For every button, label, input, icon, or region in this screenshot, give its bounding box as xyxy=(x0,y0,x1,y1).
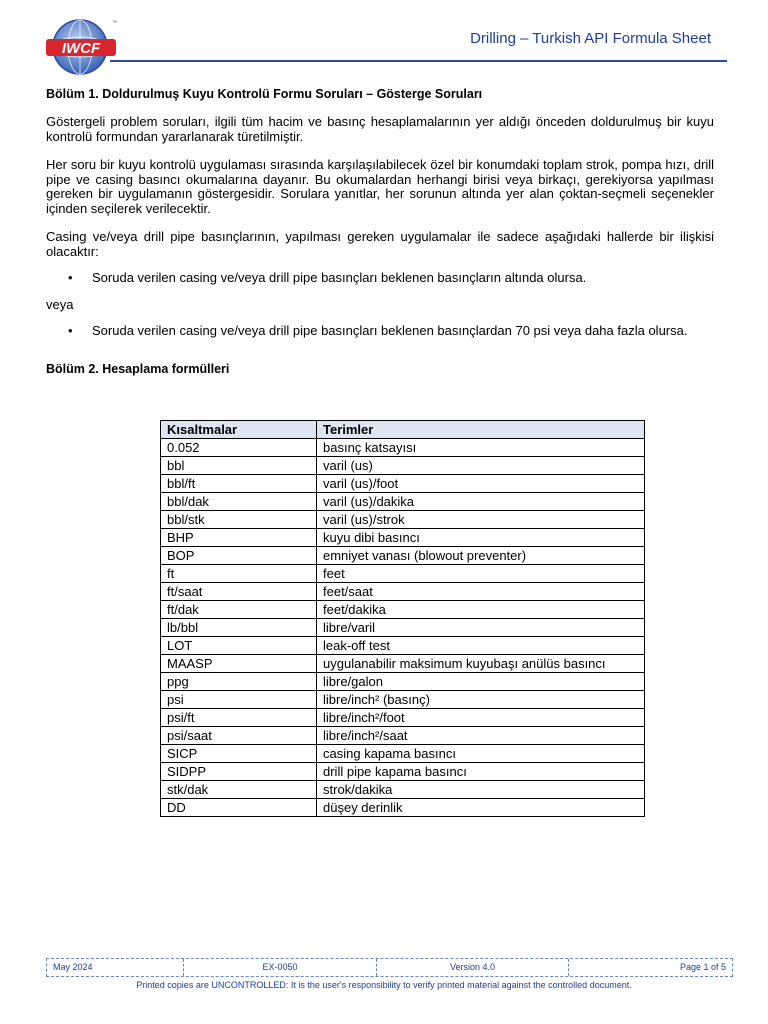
term-cell: libre/inch²/saat xyxy=(317,727,645,745)
table-row xyxy=(161,511,645,529)
abbreviation-cell: bbl/ft xyxy=(161,475,317,493)
abbreviation-cell: BOP xyxy=(161,547,317,565)
abbreviation-cell: SICP xyxy=(161,745,317,763)
section1-heading: Bölüm 1. Doldurulmuş Kuyu Kontrolü Formu Soruları – Gösterge Soruları xyxy=(46,87,483,101)
footer-date: May 2024 xyxy=(47,959,184,976)
abbreviation-cell: MAASP xyxy=(161,655,317,673)
table-row xyxy=(161,529,645,547)
abbreviation-cell: SIDPP xyxy=(161,763,317,781)
table-row xyxy=(161,781,645,799)
term-cell: feet/dakika xyxy=(317,601,645,619)
term-cell: düşey derinlik xyxy=(317,799,645,817)
iwcf-logo xyxy=(44,16,118,78)
abbreviation-cell: lb/bbl xyxy=(161,619,317,637)
term-cell: basınç katsayısı xyxy=(317,439,645,457)
table-row xyxy=(161,673,645,691)
abbreviation-cell: psi/ft xyxy=(161,709,317,727)
abbreviation-cell: bbl/stk xyxy=(161,511,317,529)
term-cell: uygulanabilir maksimum kuyubaşı anülüs basıncı xyxy=(317,655,645,673)
term-cell: varil (us) xyxy=(317,457,645,475)
abbreviation-cell: BHP xyxy=(161,529,317,547)
bullet-item-1: • Soruda verilen casing ve/veya drill pipe basınçları beklenen basınçların altında olursa. xyxy=(46,271,714,285)
abbreviation-cell: ft/saat xyxy=(161,583,317,601)
table-row xyxy=(161,745,645,763)
main-content xyxy=(46,87,714,376)
term-cell: emniyet vanası (blowout preventer) xyxy=(317,547,645,565)
term-cell: varil (us)/strok xyxy=(317,511,645,529)
table-header-row xyxy=(161,421,645,439)
table-row xyxy=(161,655,645,673)
abbreviation-cell: LOT xyxy=(161,637,317,655)
footer-page-number: Page 1 of 5 xyxy=(679,962,726,972)
abbreviation-cell: psi xyxy=(161,691,317,709)
svg-text:™: ™ xyxy=(112,20,117,26)
footer-document-id: EX-0050 xyxy=(184,959,377,976)
document-title: Drilling – Turkish API Formula Sheet xyxy=(470,30,711,47)
term-cell: feet/saat xyxy=(317,583,645,601)
abbreviation-cell: 0.052 xyxy=(161,439,317,457)
page-footer xyxy=(46,958,733,977)
abbreviation-cell: DD xyxy=(161,799,317,817)
table-row xyxy=(161,439,645,457)
footer-disclaimer: Printed copies are UNCONTROLLED: It is the user's responsibility to verify printed material against the controlled document. xyxy=(136,980,632,990)
term-cell: strok/dakika xyxy=(317,781,645,799)
section2-heading: Bölüm 2. Hesaplama formülleri xyxy=(46,362,230,376)
abbreviation-cell: stk/dak xyxy=(161,781,317,799)
abbreviations-table xyxy=(160,420,645,817)
term-cell: drill pipe kapama basıncı xyxy=(317,763,645,781)
bullet-item-2: • Soruda verilen casing ve/veya drill pipe basınçları beklenen basınçlardan 70 psi veya daha fazla olursa. xyxy=(46,324,714,338)
term-cell: varil (us)/foot xyxy=(317,475,645,493)
term-cell: libre/galon xyxy=(317,673,645,691)
term-cell: leak-off test xyxy=(317,637,645,655)
table-row xyxy=(161,457,645,475)
section1-paragraph-1: Göstergeli problem soruları, ilgili tüm hacim ve basınç hesaplamalarının yer aldığı önceden doldurulmuş bir kuyu kontrolü formundan yararlanarak türetilmiştir. xyxy=(46,114,714,144)
term-cell: feet xyxy=(317,565,645,583)
abbreviation-cell: ft/dak xyxy=(161,601,317,619)
abbreviation-cell: ft xyxy=(161,565,317,583)
abbreviation-cell: psi/saat xyxy=(161,727,317,745)
footer-version: Version 4.0 xyxy=(377,959,569,976)
term-cell: libre/inch²/foot xyxy=(317,709,645,727)
table-row xyxy=(161,637,645,655)
column-header-terms: Terimler xyxy=(317,421,645,439)
term-cell: casing kapama basıncı xyxy=(317,745,645,763)
table-row xyxy=(161,727,645,745)
column-header-abbreviations: Kısaltmalar xyxy=(161,421,317,439)
section1-paragraph-3: Casing ve/veya drill pipe basınçlarının, yapılması gereken uygulamalar ile sadece aşağıdaki hallerde bir ilişkisi olacaktır: xyxy=(46,229,714,259)
term-cell: libre/varil xyxy=(317,619,645,637)
logo-text: IWCF xyxy=(61,40,101,57)
table-row xyxy=(161,583,645,601)
or-text: veya xyxy=(46,297,74,312)
table-row xyxy=(161,763,645,781)
section1-paragraph-2: Her soru bir kuyu kontrolü uygulaması sırasında karşılaşılabilecek özel bir konumdaki toplam strok, pompa hızı, drill pipe ve casing basıncı okumalarına dayanır. Bu okumalardan herhangi birisi veya birkaçı, gerekiyorsa yapılması gereken bir uygulamanın göstergesidir. Sorulara yanıtlar, her sorunun altında yer alan çoktan-seçmeli seçenekler içinden seçilerek verilecektir. xyxy=(46,157,714,216)
table-row xyxy=(161,619,645,637)
table-row xyxy=(161,565,645,583)
table-row xyxy=(161,475,645,493)
header-divider xyxy=(110,60,727,62)
table-row xyxy=(161,493,645,511)
table-row xyxy=(161,691,645,709)
table-row xyxy=(161,709,645,727)
term-cell: varil (us)/dakika xyxy=(317,493,645,511)
table-row xyxy=(161,547,645,565)
table-row xyxy=(161,799,645,817)
abbreviation-cell: bbl/dak xyxy=(161,493,317,511)
term-cell: kuyu dibi basıncı xyxy=(317,529,645,547)
abbreviation-cell: bbl xyxy=(161,457,317,475)
term-cell: libre/inch² (basınç) xyxy=(317,691,645,709)
table-row xyxy=(161,601,645,619)
abbreviation-cell: ppg xyxy=(161,673,317,691)
